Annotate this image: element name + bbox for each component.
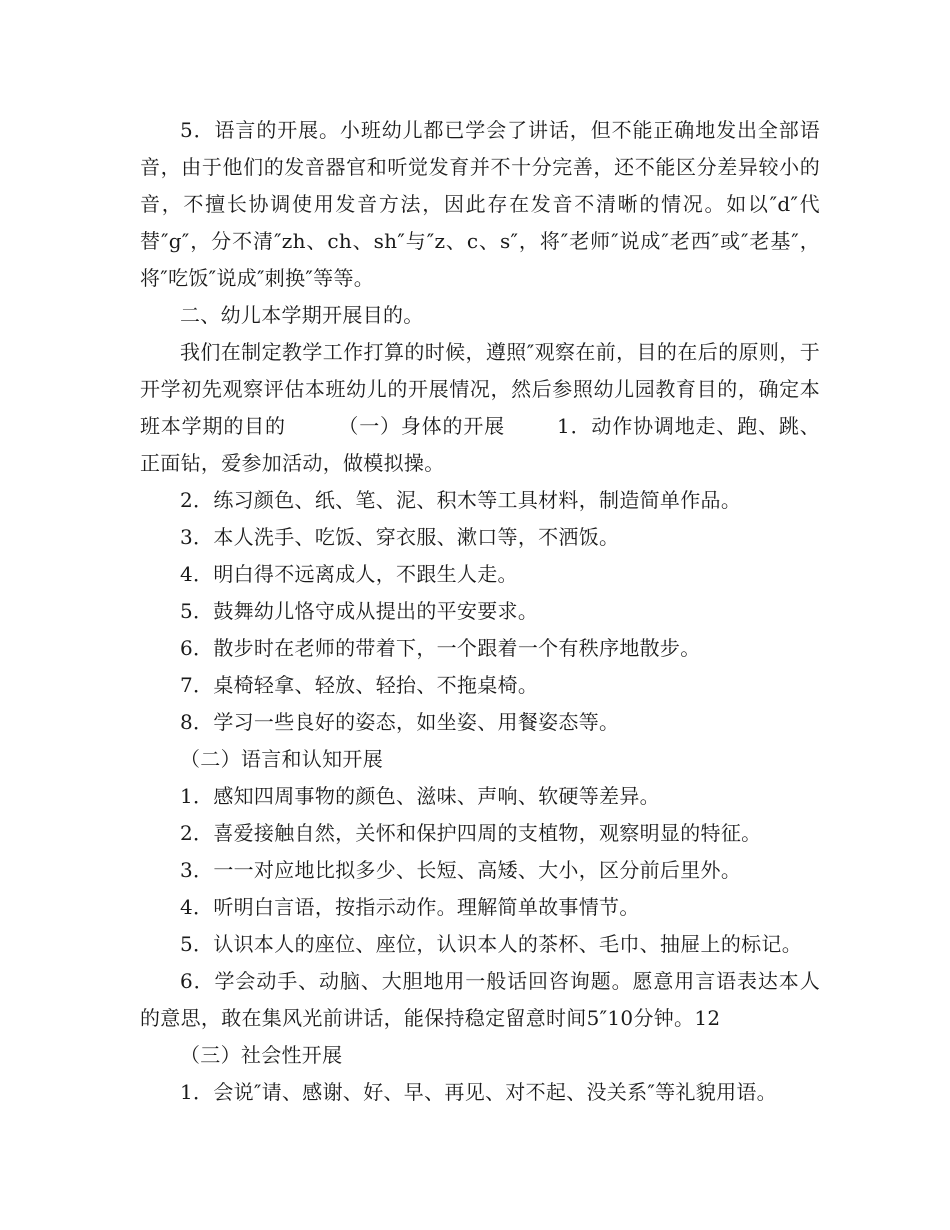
cognitive-item: 6．学会动手、动脑、大胆地用一般话回咨询题。愿意用言语表达本人的意思，敢在集风光前讲话，能保持稳定留意时间5″10分钟。12 (140, 969, 820, 1030)
physical-item: 3．本人洗手、吃饭、穿衣服、漱口等，不洒饭。 (180, 525, 620, 549)
subheading-cognitive: （二）语言和认知开展 (180, 747, 383, 771)
social-item: 1．会说″请、感谢、好、早、再见、对不起、没关系″等礼貌用语。 (180, 1080, 777, 1104)
physical-item: 4．明白得不远离成人，不跟生人走。 (180, 562, 518, 586)
physical-item: 5．鼓舞幼儿恪守成从提出的平安要求。 (180, 599, 539, 623)
goals-intro-text: 我们在制定教学工作打算的时候，遵照″观察在前，目的在后的原则，于开学初先观察评估本班幼儿的开展情况，然后参照幼儿园教育目的，确定本班本学期的目的 (140, 340, 820, 438)
physical-item: 2．练习颜色、纸、笔、泥、积木等工具材料，制造简单作品。 (180, 488, 742, 512)
cognitive-item: 5．认识本人的座位、座位，认识本人的茶杯、毛巾、抽屉上的标记。 (180, 932, 803, 956)
cognitive-item: 1．感知四周事物的颜色、滋味、声响、软硬等差异。 (180, 784, 660, 808)
cognitive-item: 3．一一对应地比拟多少、长短、高矮、大小，区分前后里外。 (180, 858, 742, 882)
subheading-physical: （一）身体的开展 (337, 414, 506, 438)
paragraph-goals-intro (140, 334, 820, 482)
physical-item: 6．散步时在老师的带着下，一个跟着一个有秩序地散步。 (180, 636, 701, 660)
physical-item-1: 1．动作协调地走、跑、跳、正面钻，爱参加活动，做模拟操。 (140, 414, 821, 475)
cognitive-item: 4．听明白言语，按指示动作。理解简单故事情节。 (180, 895, 640, 919)
cognitive-item: 2．喜爱接触自然，关怀和保护四周的支植物，观察明显的特征。 (180, 821, 762, 845)
physical-item: 7．桌椅轻拿、轻放、轻抬、不拖桌椅。 (180, 673, 539, 697)
paragraph-language-development: 5．语言的开展。小班幼儿都已学会了讲话，但不能正确地发出全部语音，由于他们的发音器官和听觉发育并不十分完善，还不能区分差异较小的音，不擅长协调使用发音方法，因此存在发音不清晰的情况。如以″d″代替″g″，分不清″zh、ch、sh″与″z、c、s″，将″老师″说成″老西″或″老基″，将″吃饭″说成″刺换″等等。 (140, 118, 820, 290)
subheading-social: （三）社会性开展 (180, 1043, 343, 1067)
document-body (140, 112, 820, 1111)
physical-item: 8．学习一些良好的姿态，如坐姿、用餐姿态等。 (180, 710, 620, 734)
section-heading-goals: 二、幼儿本学期开展目的。 (180, 303, 424, 327)
